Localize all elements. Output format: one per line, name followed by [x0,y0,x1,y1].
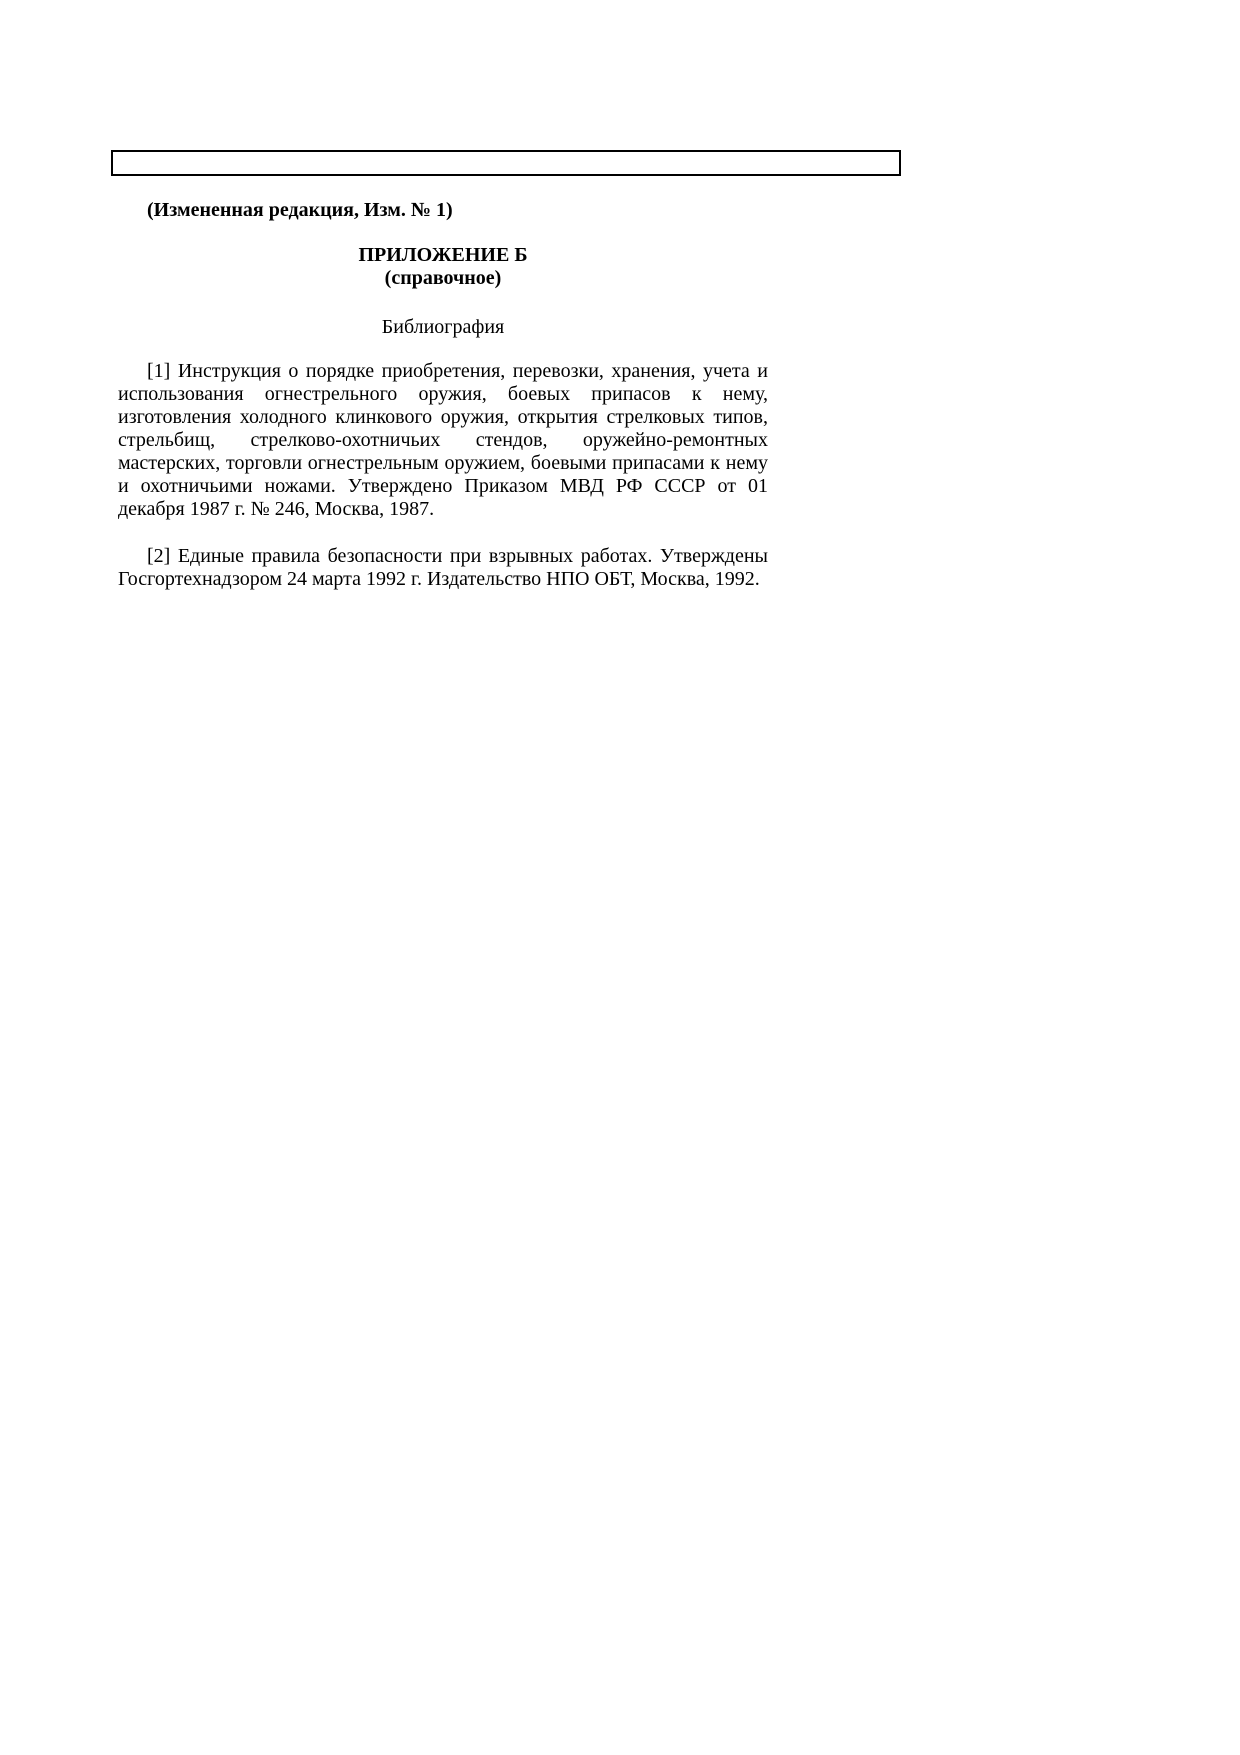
amendment-note: (Измененная редакция, Изм. № 1) [147,199,453,221]
top-frame-box [111,150,901,176]
bibliography-entry-1: [1] Инструкция о порядке приобретения, перевозки, хранения, учета и использования огнестрельного оружия, боевых припасов к нему, изготовления холодного клинкового оружия, открытия стрелковых типов, стрельбищ, стрелково-охотничьих стендов, оружейно-ремонтных мастерских, торговли огнестрельным оружием, боевыми припасами к нему и охотничьими ножами. Утверждено Приказом МВД РФ СССР от 01 декабря 1987 г. № 246, Москва, 1987. [118,360,768,520]
appendix-subtitle: (справочное) [384,267,502,289]
appendix-title: ПРИЛОЖЕНИЕ Б [358,244,528,266]
appendix-title-block [118,244,768,290]
bibliography-entry-2: [2] Единые правила безопасности при взрывных работах. Утверждены Госгортехнадзором 24 марта 1992 г. Издательство НПО ОБТ, Москва, 1992. [118,545,768,590]
bibliography-heading: Библиография [381,316,505,338]
